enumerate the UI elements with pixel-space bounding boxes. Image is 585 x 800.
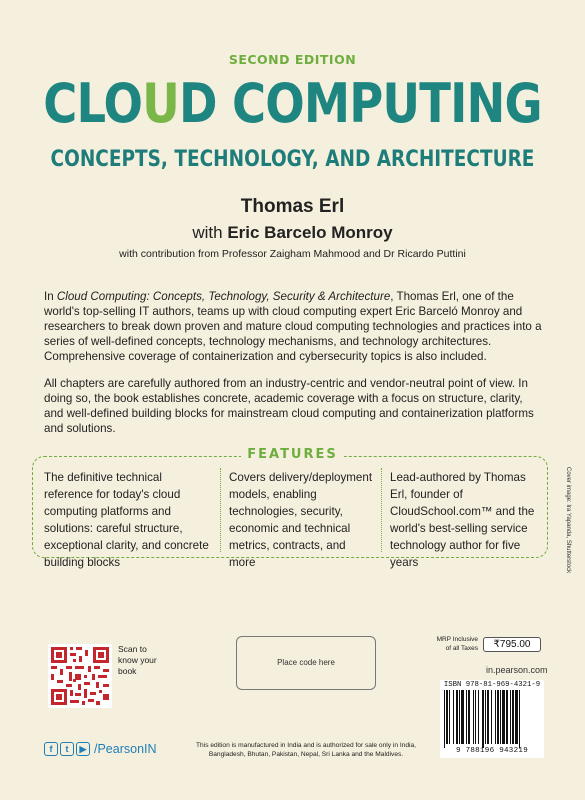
coauthor-name: Eric Barcelo Monroy [227, 223, 393, 242]
contribution-line: with contribution from Professor Zaigham Mahmood and Dr Ricardo Puttini [119, 248, 466, 260]
feature-item-3: Lead-authored by Thomas Erl, founder of CloudSchool.com™ and the world's best-selling service technology author for five years [390, 471, 535, 569]
barcode-number: 9 788196 943219 [455, 747, 528, 755]
feature-divider [220, 468, 221, 552]
barcode-bars-icon [440, 690, 544, 748]
cover-image-credit: Cover image: Ira Yapanda, Shutterstock [565, 467, 571, 574]
blurb-lead: In [44, 290, 57, 303]
blurb-book-title: Cloud Computing: Concepts, Technology, Security & Architecture [56, 290, 391, 303]
isbn-text: ISBN 978-81-969-4321-9 [443, 681, 541, 689]
mrp-label: MRP Inclusive of all Taxes [436, 636, 478, 652]
manufacture-note: This edition is manufactured in India and is authorized for sale only in India, Bangladesh, Bhutan, Pakistan, Nepal, Sri Lanka and the Maldives. [196, 742, 416, 758]
book-title [41, 74, 544, 134]
title-part-u: U [142, 72, 180, 135]
coauthor-line [0, 223, 585, 243]
feature-item-1: The definitive technical reference for today's cloud computing platforms and solutions: careful structure, exceptional clarity, and concrete building blocks [44, 471, 209, 569]
blurb-paragraph-2: All chapters are carefully authored from an industry-centric and vendor-neutral point of view. In doing so, the book establishes concrete, academic coverage with a focus on structure, clarity, and well-defined building blocks for mainstream cloud computing and containerization platforms and solutions. [44, 377, 534, 435]
qr-caption: Scan to know your book [118, 644, 157, 676]
feature-divider [381, 468, 382, 552]
title-part-2: D COMPUTING [179, 72, 542, 135]
barcode [440, 680, 544, 758]
social-handle[interactable]: /PearsonIN [94, 742, 157, 756]
author-name: Thomas Erl [240, 196, 345, 217]
edition-label: SECOND EDITION [228, 52, 357, 67]
social-links [44, 741, 157, 757]
features-heading: FEATURES [0, 447, 585, 462]
price-tag: ₹795.00 [483, 637, 541, 652]
book-subtitle: CONCEPTS, TECHNOLOGY, AND ARCHITECTURE [50, 147, 535, 172]
qr-code[interactable] [48, 644, 112, 708]
website-url[interactable]: in.pearson.com [486, 665, 548, 675]
coauthor-prefix: with [192, 223, 228, 242]
title-part-1: CLO [43, 72, 143, 135]
twitter-icon[interactable]: t [60, 742, 74, 756]
place-code-box: Place code here [236, 636, 376, 690]
youtube-icon[interactable]: ▶ [76, 742, 90, 756]
blurb-paragraph-1 [44, 289, 544, 364]
feature-item-2: Covers delivery/deployment models, enabling technologies, security, economic and technical metrics, contracts, and more [229, 471, 373, 569]
qr-code-icon [48, 644, 112, 708]
facebook-icon[interactable]: f [44, 742, 58, 756]
blurb-rest: , Thomas Erl, one of the world's top-selling IT authors, teams up with cloud computing expert Eric Barceló Monroy and researchers to break down proven and mature cloud computing technologies and practices into a series of well-defined concepts, technology mechanisms, and technology architectures. Comprehensive coverage of containerization and cybersecurity topics is also included. [44, 290, 542, 363]
